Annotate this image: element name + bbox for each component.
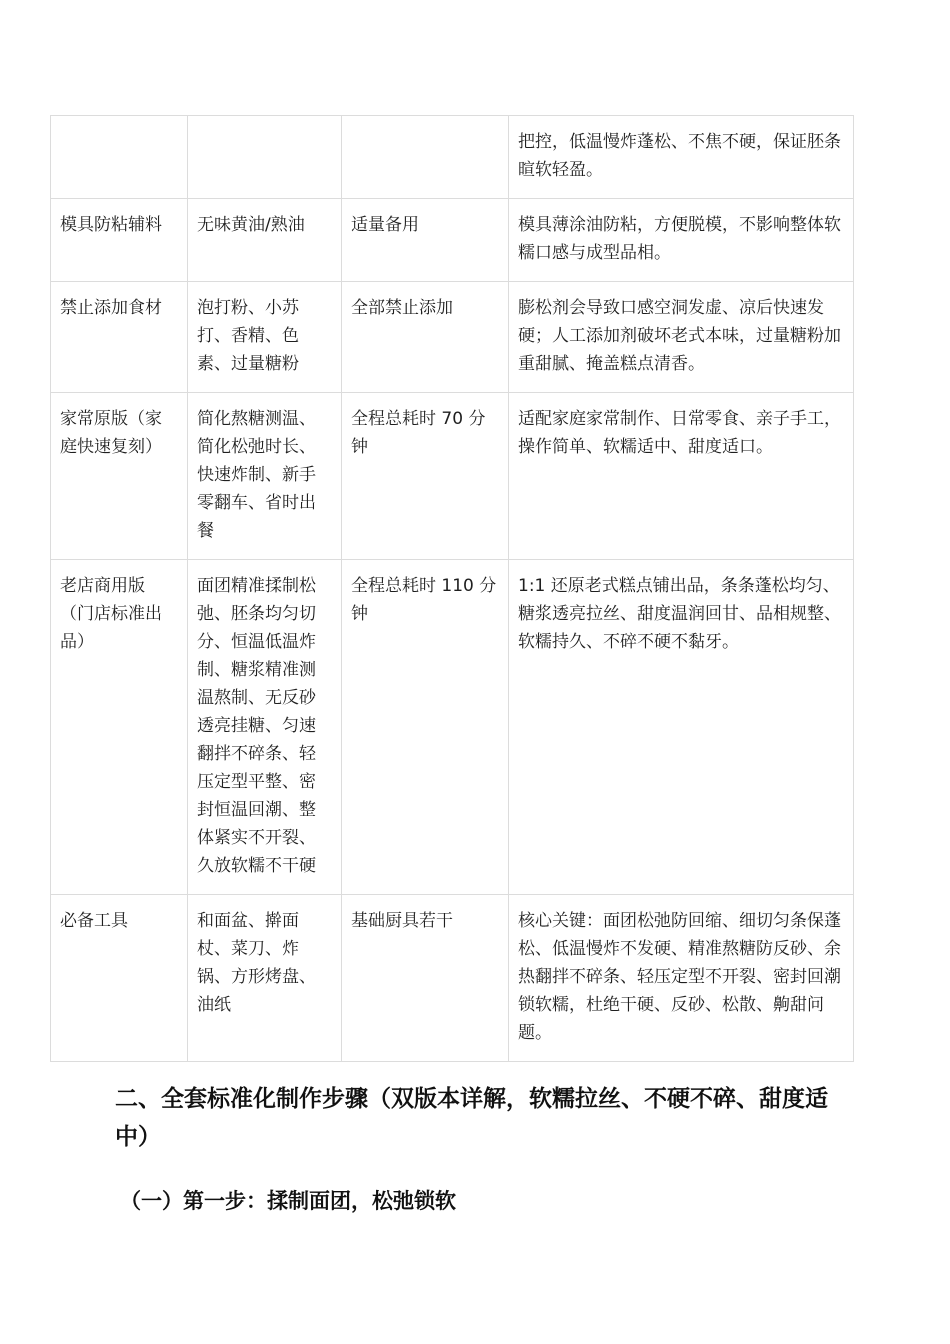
cell-material: 和面盆、擀面杖、菜刀、炸锅、方形烤盘、油纸: [188, 895, 342, 1062]
cell-item: 禁止添加食材: [51, 282, 188, 393]
cell-item: [51, 116, 188, 199]
cell-material: 泡打粉、小苏打、香精、色素、过量糖粉: [188, 282, 342, 393]
cell-amount: 全程总耗时 110 分钟: [342, 560, 509, 895]
cell-item: 模具防粘辅料: [51, 199, 188, 282]
cell-material: [188, 116, 342, 199]
table-row: [51, 895, 854, 1062]
table-row: [51, 393, 854, 560]
cell-item: 家常原版（家庭快速复刻）: [51, 393, 188, 560]
cell-amount: 基础厨具若干: [342, 895, 509, 1062]
cell-note: 适配家庭家常制作、日常零食、亲子手工，操作简单、软糯适中、甜度适口。: [509, 393, 854, 560]
cell-material: 无味黄油/熟油: [188, 199, 342, 282]
cell-amount: 适量备用: [342, 199, 509, 282]
table-row: [51, 560, 854, 895]
cell-material: 简化熬糖测温、简化松弛时长、快速炸制、新手零翻车、省时出餐: [188, 393, 342, 560]
cell-amount: [342, 116, 509, 199]
cell-material: 面团精准揉制松弛、胚条均匀切分、恒温低温炸制、糖浆精准测温熬制、无反砂透亮挂糖、匀速翻拌不碎条、轻压定型平整、密封恒温回潮、整体紧实不开裂、久放软糯不干硬: [188, 560, 342, 895]
cell-item: 老店商用版（门店标准出品）: [51, 560, 188, 895]
cell-note: 模具薄涂油防粘，方便脱模，不影响整体软糯口感与成型品相。: [509, 199, 854, 282]
cell-note: 核心关键：面团松弛防回缩、细切匀条保蓬松、低温慢炸不发硬、精准熬糖防反砂、余热翻拌不碎条、轻压定型不开裂、密封回潮锁软糯，杜绝干硬、反砂、松散、齁甜问题。: [509, 895, 854, 1062]
subsection-heading: （一）第一步：揉制面团，松弛锁软: [120, 1189, 456, 1213]
table-row: [51, 199, 854, 282]
cell-amount: 全部禁止添加: [342, 282, 509, 393]
cell-note: 1:1 还原老式糕点铺出品，条条蓬松均匀、糖浆透亮拉丝、甜度温润回甘、品相规整、软糯持久、不碎不硬不黏牙。: [509, 560, 854, 895]
cell-item: 必备工具: [51, 895, 188, 1062]
ingredients-table: [50, 115, 854, 1062]
cell-amount: 全程总耗时 70 分钟: [342, 393, 509, 560]
section-heading: 二、全套标准化制作步骤（双版本详解，软糯拉丝、不硬不碎、甜度适中）: [115, 1086, 828, 1150]
table-row: [51, 282, 854, 393]
cell-note: 膨松剂会导致口感空洞发虚、凉后快速发硬；人工添加剂破坏老式本味，过量糖粉加重甜腻、掩盖糕点清香。: [509, 282, 854, 393]
cell-note: 把控，低温慢炸蓬松、不焦不硬，保证胚条暄软轻盈。: [509, 116, 854, 199]
table-row: [51, 116, 854, 199]
